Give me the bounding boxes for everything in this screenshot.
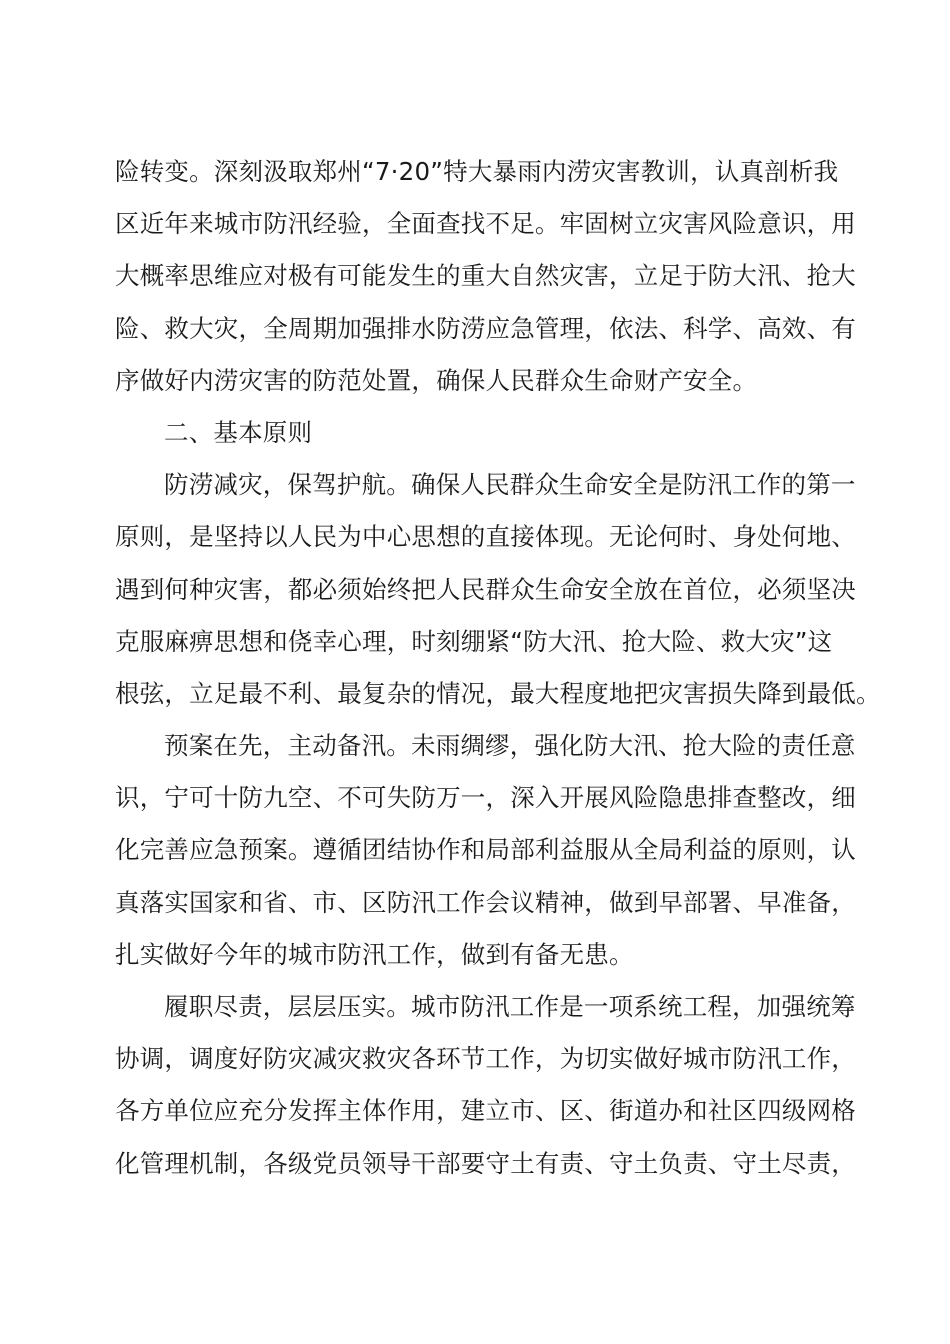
section-heading: 二、基本原则 [164,417,313,447]
text-line: 扎实做好今年的城市防汛工作，做到有备无患。 [115,939,634,969]
text-line: 化管理机制，各级党员领导干部要守土有责、守土负责、守土尽责， [115,1148,856,1178]
text-line: 识，宁可十防九空、不可失防万一，深入开展风险隐患排查整改，细 [115,783,856,813]
text-line: 克服麻痹思想和侥幸心理，时刻绷紧“防大汛、抢大险、救大灾”这 [115,626,833,656]
paragraph-first-line: 预案在先，主动备汛。未雨绸缪，强化防大汛、抢大险的责任意 [164,731,856,761]
text-line: 险、救大灾，全周期加强排水防涝应急管理，依法、科学、高效、有 [115,313,856,343]
text-line: 大概率思维应对极有可能发生的重大自然灾害，立足于防大汛、抢大 [115,261,856,291]
text-line: 根弦，立足最不利、最复杂的情况，最大程度地把灾害损失降到最低。 [115,678,881,708]
text-line: 险转变。深刻汲取郑州“7·20”特大暴雨内涝灾害教训，认真剖析我 [115,157,839,186]
paragraph-first-line: 履职尽责，层层压实。城市防汛工作是一项系统工程，加强统筹 [164,992,856,1021]
text-line: 区近年来城市防汛经验，全面查找不足。牢固树立灾害风险意识，用 [115,209,856,239]
body-text [115,146,881,1190]
text-line: 化完善应急预案。遵循团结协作和局部利益服从全局利益的原则，认 [115,835,856,865]
text-line: 协调，调度好防灾减灾救灾各环节工作，为切实做好城市防汛工作， [115,1044,856,1074]
text-line: 遇到何种灾害，都必须始终把人民群众生命安全放在首位，必须坚决 [115,574,856,604]
paragraph-first-line: 防涝减灾，保驾护航。确保人民群众生命安全是防汛工作的第一 [164,470,856,500]
text-line: 真落实国家和省、市、区防汛工作会议精神，做到早部署、早准备， [115,887,856,917]
text-line: 原则，是坚持以人民为中心思想的直接体现。无论何时、身处何地、 [115,522,856,552]
text-line: 序做好内涝灾害的防范处置，确保人民群众生命财产安全。 [115,365,758,395]
text-line: 各方单位应充分发挥主体作用，建立市、区、街道办和社区四级网格 [115,1096,856,1126]
